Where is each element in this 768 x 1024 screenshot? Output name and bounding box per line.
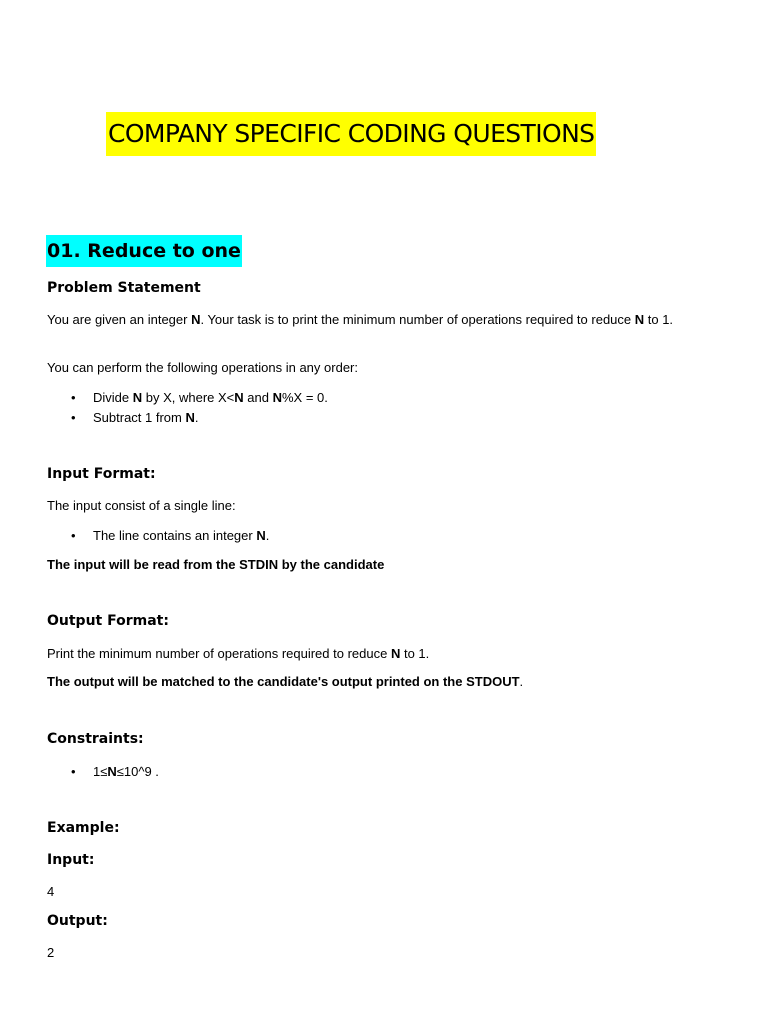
output-format-text: Print the minimum number of operations required to reduce N to 1.	[47, 646, 430, 661]
input-format-text: The input consist of a single line:	[47, 498, 236, 513]
list-item: • Subtract 1 from N.	[71, 410, 199, 425]
example-output-label: Output:	[47, 913, 108, 929]
input-note: The input will be read from the STDIN by the candidate	[47, 557, 385, 572]
input-format-heading: Input Format:	[47, 466, 156, 482]
statement-paragraph-1: You are given an integer N. Your task is to print the minimum number of operations required to reduce N to 1.	[47, 312, 674, 327]
list-item: • The line contains an integer N.	[71, 528, 270, 543]
problem-statement-heading: Problem Statement	[47, 280, 201, 296]
question-title	[46, 235, 242, 267]
page-title: COMPANY SPECIFIC CODING QUESTIONS	[106, 112, 596, 156]
constraints-heading: Constraints:	[47, 731, 144, 747]
example-output-value: 2	[47, 945, 55, 960]
output-note: The output will be matched to the candidate's output printed on the STDOUT.	[47, 674, 524, 689]
example-input-value: 4	[47, 884, 55, 899]
statement-paragraph-2: You can perform the following operations in any order:	[47, 360, 358, 375]
example-input-label: Input:	[47, 852, 95, 868]
bullet-icon: •	[71, 528, 76, 543]
list-item: • 1≤N≤10^9 .	[71, 764, 159, 779]
question-number: 01.	[47, 240, 81, 262]
example-heading: Example:	[47, 820, 120, 836]
bullet-icon: •	[71, 764, 76, 779]
bullet-icon: •	[71, 390, 76, 405]
question-name: Reduce to one	[87, 240, 241, 262]
bullet-icon: •	[71, 410, 76, 425]
list-item: • Divide N by X, where X<N and N%X = 0.	[71, 390, 328, 405]
output-format-heading: Output Format:	[47, 613, 169, 629]
